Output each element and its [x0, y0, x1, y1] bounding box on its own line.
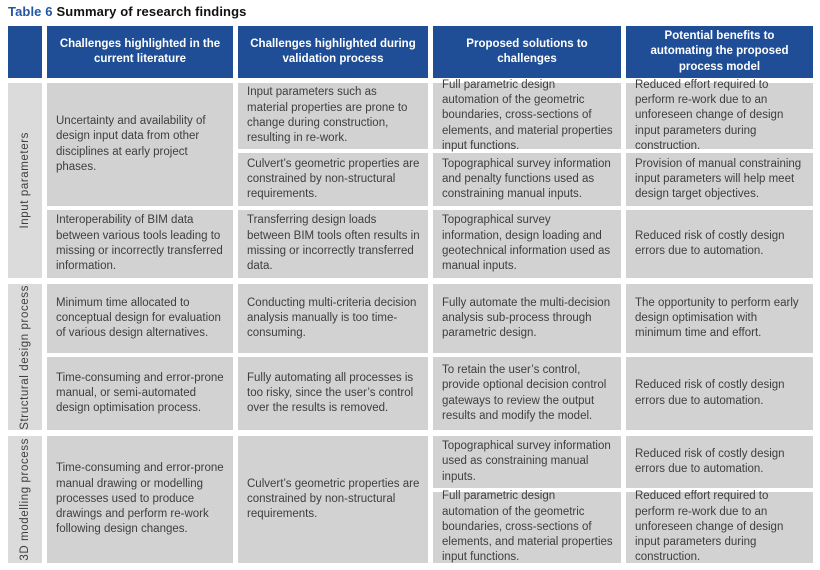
table-cell: Interoperability of BIM data between various tools leading to missing or incorrectly transferred information. — [47, 210, 233, 278]
header-corner-cell — [8, 26, 42, 78]
table-cell: Culvert’s geometric properties are constrained by non-structural requirements. — [238, 436, 428, 563]
table-cell: Provision of manual constraining input parameters will help meet design target objectives. — [626, 153, 813, 206]
table-cell: Uncertainty and availability of design input data from other disciplines at early project phases. — [47, 83, 233, 206]
section-label: 3D modelling process — [19, 438, 31, 561]
header-col-benefits: Potential benefits to automating the proposed process model — [626, 26, 813, 78]
table-cell: Time-consuming and error-prone manual, or semi-automated design optimisation process. — [47, 357, 233, 430]
section-label-cell — [8, 436, 42, 563]
table-cell: Reduced effort required to perform re-work due to an unforeseen change of design input parameters during construction. — [626, 83, 813, 149]
header-col-literature: Challenges highlighted in the current literature — [47, 26, 233, 78]
table-caption: Summary of research findings — [56, 4, 247, 19]
table-cell: Reduced risk of costly design errors due to automation. — [626, 210, 813, 278]
section-3d-modelling-process — [8, 436, 813, 563]
table-header-row — [8, 26, 813, 78]
table-cell: Topographical survey information used as constraining manual inputs. — [433, 436, 621, 488]
table-cell: Transferring design loads between BIM tools often results in missing or incorrectly transferred data. — [238, 210, 428, 278]
table-cell: The opportunity to perform early design optimisation with minimum time and effort. — [626, 284, 813, 353]
section-input-parameters — [8, 78, 813, 278]
table-cell: Reduced risk of costly design errors due to automation. — [626, 436, 813, 488]
table-cell: Reduced risk of costly design errors due to automation. — [626, 357, 813, 430]
table-cell: Full parametric design automation of the geometric boundaries, cross-sections of elements, and material properties input functions. — [433, 492, 621, 563]
section-label: Input parameters — [19, 132, 31, 229]
table-cell: Fully automating all processes is too risky, since the user’s control over the results is removed. — [238, 357, 428, 430]
header-col-solutions: Proposed solutions to challenges — [433, 26, 621, 78]
table-cell: Reduced effort required to perform re-work due to an unforeseen change of design input parameters during construction. — [626, 492, 813, 563]
table-cell: Topographical survey information, design loading and geotechnical information used as manual inputs. — [433, 210, 621, 278]
table-cell: Minimum time allocated to conceptual design for evaluation of various design alternatives. — [47, 284, 233, 353]
table-cell: Time-consuming and error-prone manual drawing or modelling processes used to produce drawings and perform re-work following design changes. — [47, 436, 233, 563]
table-number: Table 6 — [8, 4, 53, 19]
table-cell: Input parameters such as material properties are prone to change during construction, resulting in re-work. — [238, 83, 428, 149]
table-cell: Conducting multi-criteria decision analysis manually is too time-consuming. — [238, 284, 428, 353]
section-label: Structural design process — [19, 284, 31, 430]
section-label-cell — [8, 83, 42, 278]
section-structural-design-process — [8, 284, 813, 430]
table-cell: Full parametric design automation of the geometric boundaries, cross-sections of elements, and material properties input functions. — [433, 83, 621, 149]
table-title — [8, 4, 813, 19]
header-col-validation: Challenges highlighted during validation process — [238, 26, 428, 78]
table-cell: Fully automate the multi-decision analysis sub-process through parametric design. — [433, 284, 621, 353]
table-cell: To retain the user’s control, provide optional decision control gateways to review the output results and modify the model. — [433, 357, 621, 430]
table-cell: Topographical survey information and penalty functions used as constraining manual inputs. — [433, 153, 621, 206]
table-cell: Culvert’s geometric properties are constrained by non-structural requirements. — [238, 153, 428, 206]
section-label-cell — [8, 284, 42, 430]
